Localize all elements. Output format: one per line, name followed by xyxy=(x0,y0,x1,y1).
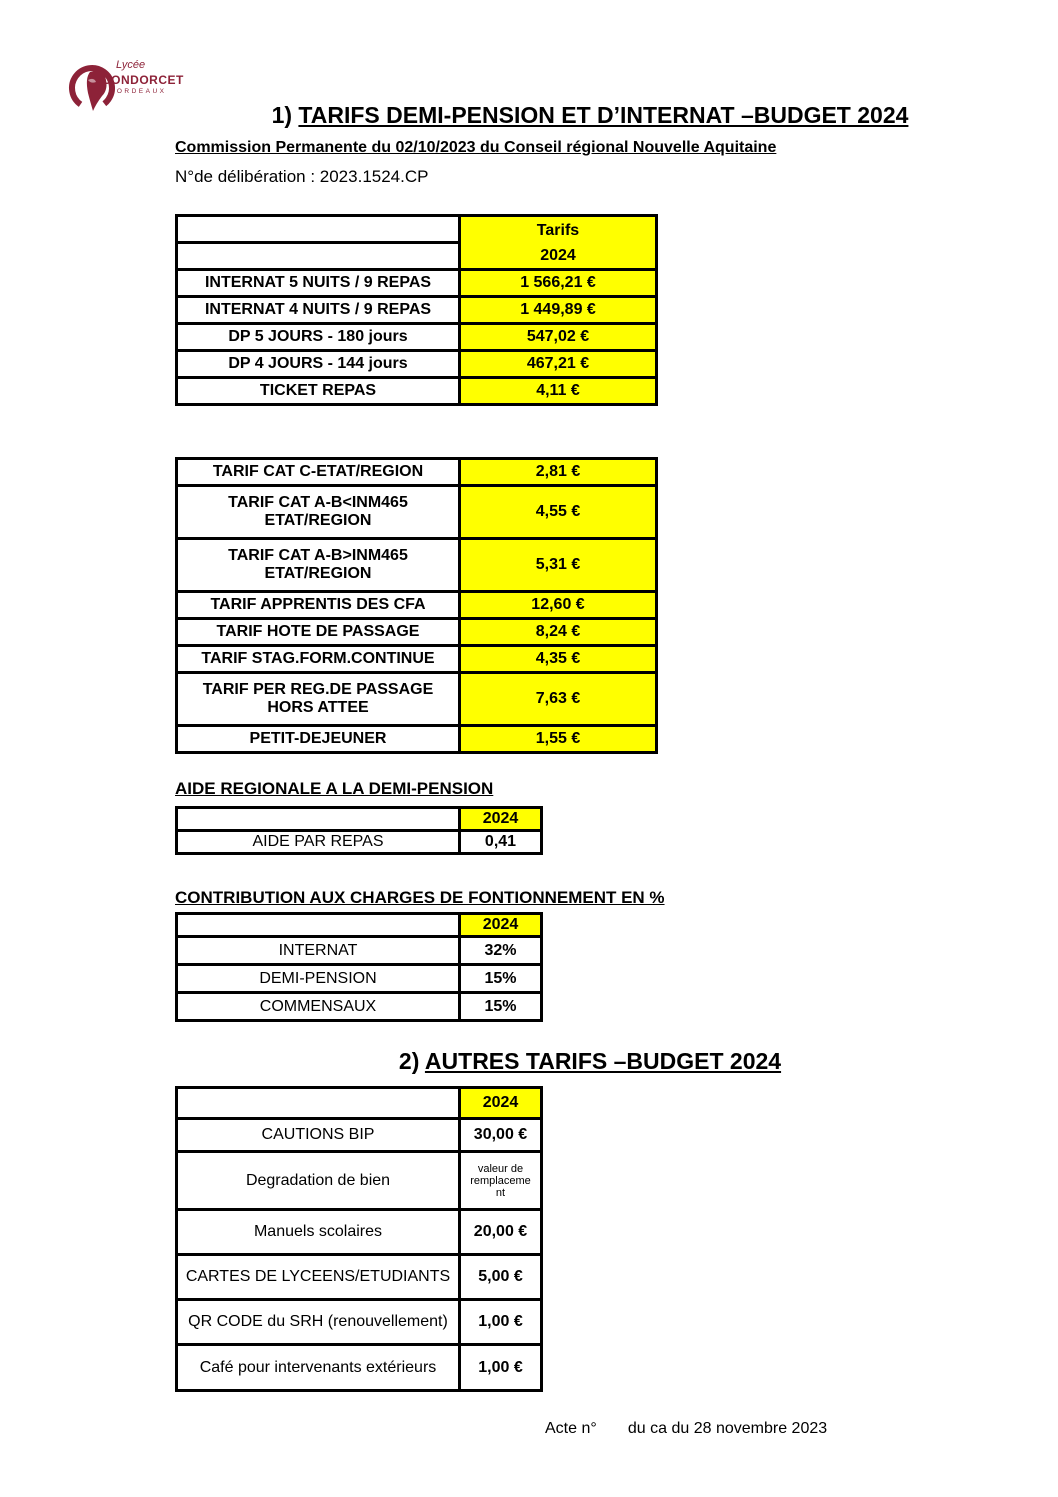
categorie-row-value: 7,63 € xyxy=(460,673,657,726)
categorie-row-value: 1,55 € xyxy=(460,726,657,753)
logo-condorcet-text: CONDORCET xyxy=(102,73,184,87)
autres-row-label: CARTES DE LYCEENS/ETUDIANTS xyxy=(177,1255,460,1300)
autres-row-value: 20,00 € xyxy=(460,1210,542,1255)
contribution-row-label: INTERNAT xyxy=(177,937,460,965)
contribution-section-title: CONTRIBUTION AUX CHARGES DE FONTIONNEMENT EN % xyxy=(175,888,665,907)
contribution-row-label: DEMI-PENSION xyxy=(177,965,460,993)
tarifs-row-value: 547,02 € xyxy=(460,324,657,351)
aide-row-value: 0,41 xyxy=(460,831,542,854)
categorie-row-value: 12,60 € xyxy=(460,592,657,619)
tarifs-row-value: 1 566,21 € xyxy=(460,270,657,297)
tarifs-row-label: DP 4 JOURS - 144 jours xyxy=(177,351,460,378)
tarifs-row-value: 467,21 € xyxy=(460,351,657,378)
categorie-row-label: TARIF STAG.FORM.CONTINUE xyxy=(177,646,460,673)
aide-header-empty-cell xyxy=(177,808,460,831)
categorie-row-value: 2,81 € xyxy=(460,459,657,486)
contribution-header-cell: 2024 xyxy=(460,914,542,937)
aide-row-label: AIDE PAR REPAS xyxy=(177,831,460,854)
tarifs-categories-table xyxy=(175,457,658,754)
aide-header-cell: 2024 xyxy=(460,808,542,831)
logo-bordeaux-text: BORDEAUX xyxy=(110,88,167,95)
categorie-row-label: TARIF APPRENTIS DES CFA xyxy=(177,592,460,619)
aide-table xyxy=(175,806,543,855)
contribution-table xyxy=(175,912,543,1022)
autres-row-label: QR CODE du SRH (renouvellement) xyxy=(177,1300,460,1345)
contribution-row-value: 32% xyxy=(460,937,542,965)
section2-number: 2) xyxy=(398,1048,420,1074)
autres-row-value: valeur de remplaceme nt xyxy=(460,1152,542,1210)
tarifs-row-label: INTERNAT 5 NUITS / 9 REPAS xyxy=(177,270,460,297)
tarifs-row-label: INTERNAT 4 NUITS / 9 REPAS xyxy=(177,297,460,324)
section1-title: TARIFS DEMI-PENSION ET D’INTERNAT –BUDGET 2024 xyxy=(298,102,909,128)
categorie-row-value: 8,24 € xyxy=(460,619,657,646)
autres-row-value: 1,00 € xyxy=(460,1345,542,1391)
categorie-row-label: TARIF CAT A-B<INM465 ETAT/REGION xyxy=(177,486,460,539)
categorie-row-value: 4,35 € xyxy=(460,646,657,673)
autres-header-cell: 2024 xyxy=(460,1088,542,1119)
autres-row-label: Degradation de bien xyxy=(177,1152,460,1210)
footer-acte-line: Acte n° du ca du 28 novembre 2023 xyxy=(545,1420,828,1437)
contribution-header-empty-cell xyxy=(177,914,460,937)
categorie-row-value: 4,55 € xyxy=(460,486,657,539)
autres-tarifs-table xyxy=(175,1086,543,1392)
contribution-row-value: 15% xyxy=(460,965,542,993)
autres-row-label: Café pour intervenants extérieurs xyxy=(177,1345,460,1391)
tarifs-header-empty-cell xyxy=(177,243,460,270)
section2-heading xyxy=(175,1048,1005,1075)
autres-row-value: 30,00 € xyxy=(460,1119,542,1152)
categorie-row-label: TARIF HOTE DE PASSAGE xyxy=(177,619,460,646)
autres-header-empty-cell xyxy=(177,1088,460,1119)
section2-title: AUTRES TARIFS –BUDGET 2024 xyxy=(424,1048,782,1074)
autres-row-value: 1,00 € xyxy=(460,1300,542,1345)
tarifs-row-label: TICKET REPAS xyxy=(177,378,460,405)
tarifs-row-value: 4,11 € xyxy=(460,378,657,405)
tarifs-row-value: 1 449,89 € xyxy=(460,297,657,324)
contribution-row-label: COMMENSAUX xyxy=(177,993,460,1021)
categorie-row-label: PETIT-DEJEUNER xyxy=(177,726,460,753)
autres-row-label: Manuels scolaires xyxy=(177,1210,460,1255)
deliberation-number: N°de délibération : 2023.1524.CP xyxy=(175,167,429,186)
categorie-row-label: TARIF CAT C-ETAT/REGION xyxy=(177,459,460,486)
categorie-row-value: 5,31 € xyxy=(460,539,657,592)
aide-section-title: AIDE REGIONALE A LA DEMI-PENSION xyxy=(175,779,494,798)
autres-row-value: 5,00 € xyxy=(460,1255,542,1300)
logo-lycee-text: Lycée xyxy=(116,59,146,71)
categorie-row-label: TARIF CAT A-B>INM465 ETAT/REGION xyxy=(177,539,460,592)
section1-number: 1) xyxy=(271,102,293,128)
tarifs-internat-table xyxy=(175,214,658,406)
contribution-row-value: 15% xyxy=(460,993,542,1021)
autres-row-label: CAUTIONS BIP xyxy=(177,1119,460,1152)
tarifs-header-cell: Tarifs 2024 xyxy=(460,216,657,270)
tarifs-header-empty-cell xyxy=(177,216,460,243)
commission-subtitle: Commission Permanente du 02/10/2023 du Conseil régional Nouvelle Aquitaine xyxy=(175,139,777,156)
logo-text xyxy=(102,60,184,96)
tarifs-row-label: DP 5 JOURS - 180 jours xyxy=(177,324,460,351)
section1-heading xyxy=(175,102,1005,129)
categorie-row-label: TARIF PER REG.DE PASSAGE HORS ATTEE xyxy=(177,673,460,726)
